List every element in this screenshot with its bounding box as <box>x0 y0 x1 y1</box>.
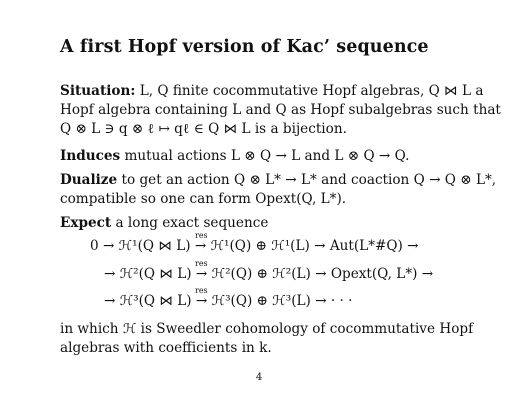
induces-paragraph <box>60 147 500 166</box>
res-label-3: res <box>195 286 208 295</box>
dualize-lead: Dualize <box>60 172 118 188</box>
sequence-row-3: → ℋ³(Q ⋈ L) → ℋ³(Q) ⊕ ℋ³(L) → · · · <box>104 293 353 309</box>
expect-line <box>60 214 500 233</box>
expect-lead: Expect <box>60 215 112 231</box>
situation-line-1 <box>60 82 500 101</box>
situation-text-1: L, Q finite cocommutative Hopf algebras, Q ⋈ L a <box>135 83 484 99</box>
res-label-1: res <box>195 231 208 240</box>
dualize-text-1: to get an action Q ⊗ L* → L* and coaction Q → Q ⊗ L*, <box>117 172 497 188</box>
situation-line-2: Hopf algebra containing L and Q as Hopf subalgebras such that <box>60 102 501 118</box>
induces-line <box>60 147 500 166</box>
situation-paragraph <box>60 82 500 139</box>
conclusion-paragraph <box>60 320 500 358</box>
conclusion-line-1: in which ℋ is Sweedler cohomology of cocommutative Hopf <box>60 321 474 337</box>
induces-lead: Induces <box>60 148 121 164</box>
induces-text: mutual actions L ⊗ Q → L and L ⊗ Q → Q. <box>120 148 410 164</box>
slide-title: A first Hopf version of Kac’ sequence <box>60 37 429 57</box>
res-label-2: res <box>195 259 208 268</box>
dualize-line-2: compatible so one can form Opext(Q, L*). <box>60 191 347 207</box>
sequence-row-2: → ℋ²(Q ⋈ L) → ℋ²(Q) ⊕ ℋ²(L) → Opext(Q, L*) → <box>104 266 434 282</box>
page-number: 4 <box>255 372 263 383</box>
expect-paragraph <box>60 214 500 233</box>
sequence-row-1: 0 → ℋ¹(Q ⋈ L) → ℋ¹(Q) ⊕ ℋ¹(L) → Aut(L*#Q) → <box>90 238 419 254</box>
conclusion-line-2: algebras with coefficients in k. <box>60 340 272 356</box>
dualize-line-1 <box>60 171 500 190</box>
dualize-paragraph <box>60 171 500 209</box>
situation-line-3: Q ⊗ L ∋ q ⊗ ℓ ↦ qℓ ∈ Q ⋈ L is a bijection. <box>60 121 347 137</box>
expect-text: a long exact sequence <box>111 215 269 231</box>
situation-lead: Situation: <box>60 83 136 99</box>
